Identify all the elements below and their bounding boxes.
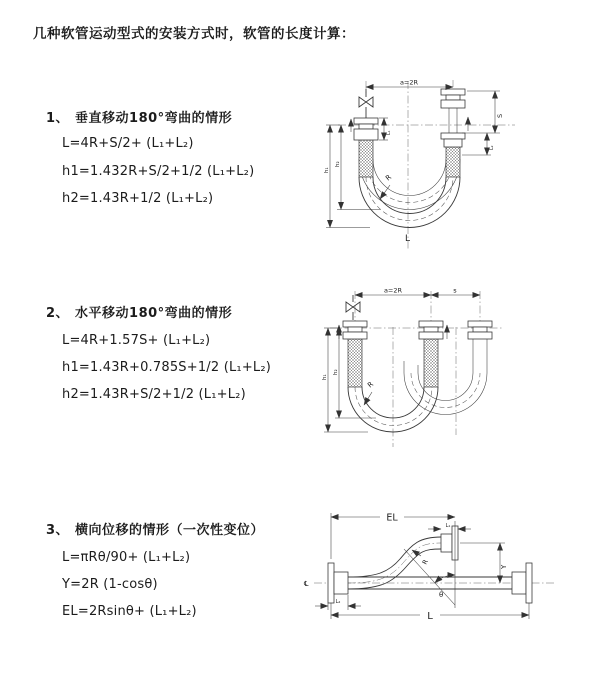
radius-label: R bbox=[366, 380, 376, 390]
formula-2-3: h2=1.43R+S/2+1/2 (L₁+L₂) bbox=[62, 387, 246, 402]
length-label: L bbox=[427, 611, 433, 622]
dimension-a-2r bbox=[355, 287, 431, 296]
dim-label-el: EL bbox=[386, 512, 398, 524]
end-fitting-left bbox=[354, 118, 378, 140]
centerline-symbol: ℄ bbox=[304, 580, 309, 588]
dimension-l2 bbox=[315, 595, 361, 610]
page-title: 几种软管运动型式的安装方式时，软管的长度计算： bbox=[33, 26, 355, 42]
length-label: L bbox=[405, 234, 411, 244]
hose-displaced-position bbox=[404, 339, 487, 415]
formula-3-1: L=πRθ/90+ (L₁+L₂) bbox=[62, 550, 191, 565]
end-fitting-right-down bbox=[441, 133, 465, 147]
section-3-number: 3、 bbox=[46, 523, 70, 538]
hose-lowered-position bbox=[359, 140, 460, 228]
dimension-l2-fitting bbox=[462, 133, 495, 155]
dim-label-a2r: a=2R bbox=[399, 78, 419, 87]
dim-label-h2: h₂ bbox=[335, 161, 341, 167]
braided-hose-left bbox=[359, 140, 373, 177]
end-fitting-left bbox=[343, 321, 367, 339]
braided-hose-middle bbox=[424, 339, 438, 387]
dimension-el bbox=[331, 513, 455, 560]
end-fitting-middle bbox=[419, 321, 443, 339]
dim-label-s: S bbox=[496, 113, 504, 118]
radius-label: R bbox=[384, 173, 394, 183]
radius-label: R bbox=[420, 558, 430, 566]
dimension-l1 bbox=[428, 523, 471, 529]
dim-label-h1: h₁ bbox=[324, 167, 330, 173]
dimension-l1-fitting bbox=[379, 118, 392, 140]
end-fitting-right bbox=[468, 321, 492, 339]
braided-hose-right bbox=[446, 147, 460, 177]
formula-2-1: L=4R+1.57S+ (L₁+L₂) bbox=[62, 333, 211, 348]
formula-1-2: h1=1.432R+S/2+1/2 (L₁+L₂) bbox=[62, 164, 255, 179]
dim-label-a2r: a=2R bbox=[383, 286, 403, 295]
braided-hose-left bbox=[348, 339, 362, 387]
diagram-lateral-displacement bbox=[300, 503, 590, 643]
dim-label-l1: L₁ bbox=[387, 130, 392, 135]
formula-1-1: L=4R+S/2+ (L₁+L₂) bbox=[62, 136, 194, 151]
formula-3-3: EL=2Rsinθ+ (L₁+L₂) bbox=[62, 604, 197, 619]
dim-label-h1: h₁ bbox=[322, 374, 328, 380]
dim-label-l1: L₁ bbox=[445, 523, 451, 529]
section-2-title: 水平移动180°弯曲的情形 bbox=[75, 306, 233, 321]
formula-3-2: Y=2R (1-cosθ) bbox=[62, 577, 158, 592]
diagram-horizontal-180-bend bbox=[308, 285, 595, 460]
section-3-title: 横向位移的情形（一次性变位） bbox=[75, 523, 265, 538]
valve-icon bbox=[346, 295, 360, 320]
section-2-number: 2、 bbox=[46, 306, 70, 321]
flange-right bbox=[512, 563, 532, 603]
dimension-s bbox=[462, 91, 504, 133]
formula-2-2: h1=1.43R+0.785S+1/2 (L₁+L₂) bbox=[62, 360, 272, 375]
section-1-title: 垂直移动180°弯曲的情形 bbox=[75, 111, 233, 126]
dimension-shift-s bbox=[431, 287, 480, 296]
dim-label-shift: s bbox=[453, 286, 457, 295]
end-fitting-right-up bbox=[441, 89, 465, 108]
section-3-heading bbox=[46, 522, 264, 539]
valve-icon bbox=[359, 89, 373, 118]
diagram-vertical-180-bend bbox=[310, 75, 580, 255]
flange-left bbox=[328, 563, 348, 603]
section-1-number: 1、 bbox=[46, 111, 70, 126]
formula-1-3: h2=1.43R+1/2 (L₁+L₂) bbox=[62, 191, 214, 206]
flange-upper-displaced bbox=[441, 526, 458, 560]
dim-label-l2: L₂ bbox=[335, 599, 341, 605]
dimension-a-2r bbox=[366, 79, 453, 88]
angle-label: θ bbox=[439, 591, 444, 599]
radius-leader bbox=[380, 173, 393, 199]
section-2-heading bbox=[46, 305, 232, 322]
dim-label-y: Y bbox=[500, 564, 508, 569]
section-1-heading bbox=[46, 110, 232, 127]
dim-label-l2: L₂ bbox=[490, 145, 495, 150]
dim-label-h2: h₂ bbox=[333, 369, 339, 375]
